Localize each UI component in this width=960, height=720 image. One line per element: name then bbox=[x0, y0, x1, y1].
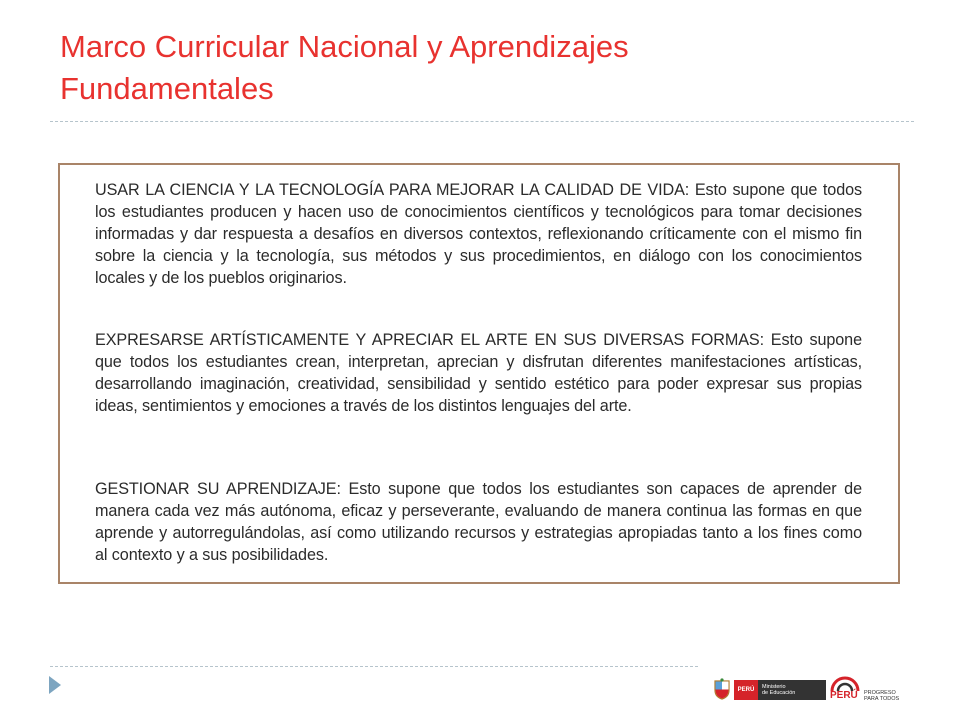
paragraph-art-expression bbox=[95, 329, 862, 417]
paragraph-body: Esto supone que todos los estudiantes crean, interpretan, aprecian y disfrutan diferentes manifestaciones artísticas, desarrollando imaginación, creatividad, sensibilidad y sentido estético para poder expresar sus propias ideas, sentimientos y emociones a través de los distintos lenguajes del arte. bbox=[95, 331, 862, 415]
triangle-bullet-icon bbox=[48, 675, 62, 695]
quote-box bbox=[58, 163, 900, 584]
footer-logos bbox=[712, 676, 912, 708]
paragraph-manage-learning bbox=[95, 478, 862, 566]
ministry-logo bbox=[734, 680, 826, 700]
slide-title-line2: Fundamentales bbox=[60, 71, 274, 106]
coat-of-arms-icon bbox=[712, 678, 732, 700]
paragraph-body: Esto supone que todos los estudiantes producen y hacen uso de conocimientos científicos y tecnológicos para tomar decisiones informadas y dar respuesta a desafíos en diversos contextos, reflexionando críticamente con el mismo fin sobre la ciencia y la tecnología, sus métodos y sus procedimientos, en diálogo con los conocimientos locales y de los pueblos originarios. bbox=[95, 181, 862, 287]
title-divider bbox=[50, 121, 914, 122]
paragraph-science-technology bbox=[95, 179, 862, 289]
paragraph-heading: EXPRESARSE ARTÍSTICAMENTE Y APRECIAR EL ARTE EN SUS DIVERSAS FORMAS: bbox=[95, 331, 765, 349]
peru-brand-word: PERÚ bbox=[830, 690, 858, 701]
peru-brand-logo bbox=[830, 676, 912, 708]
ministry-name: Ministerio de Educación bbox=[762, 684, 796, 696]
footer-divider bbox=[50, 666, 698, 667]
slide-title bbox=[60, 26, 920, 110]
paragraph-heading: USAR LA CIENCIA Y LA TECNOLOGÍA PARA MEJORAR LA CALIDAD DE VIDA: bbox=[95, 181, 690, 199]
paragraph-heading: GESTIONAR SU APRENDIZAJE: bbox=[95, 480, 341, 498]
slide-title-line1: Marco Curricular Nacional y Aprendizajes bbox=[60, 29, 629, 64]
paragraph-body: Esto supone que todos los estudiantes son capaces de aprender de manera cada vez más autónoma, eficaz y perseverante, evaluando de manera continua las formas en que aprende y autorregulándolas, así como utilizando recursos y estrategias apropiadas tanto a los fines como al contexto y a sus posibilidades. bbox=[95, 480, 862, 564]
peru-brand-tagline: PROGRESO PARA TODOS bbox=[864, 690, 900, 702]
peru-label: PERÚ bbox=[734, 680, 758, 700]
